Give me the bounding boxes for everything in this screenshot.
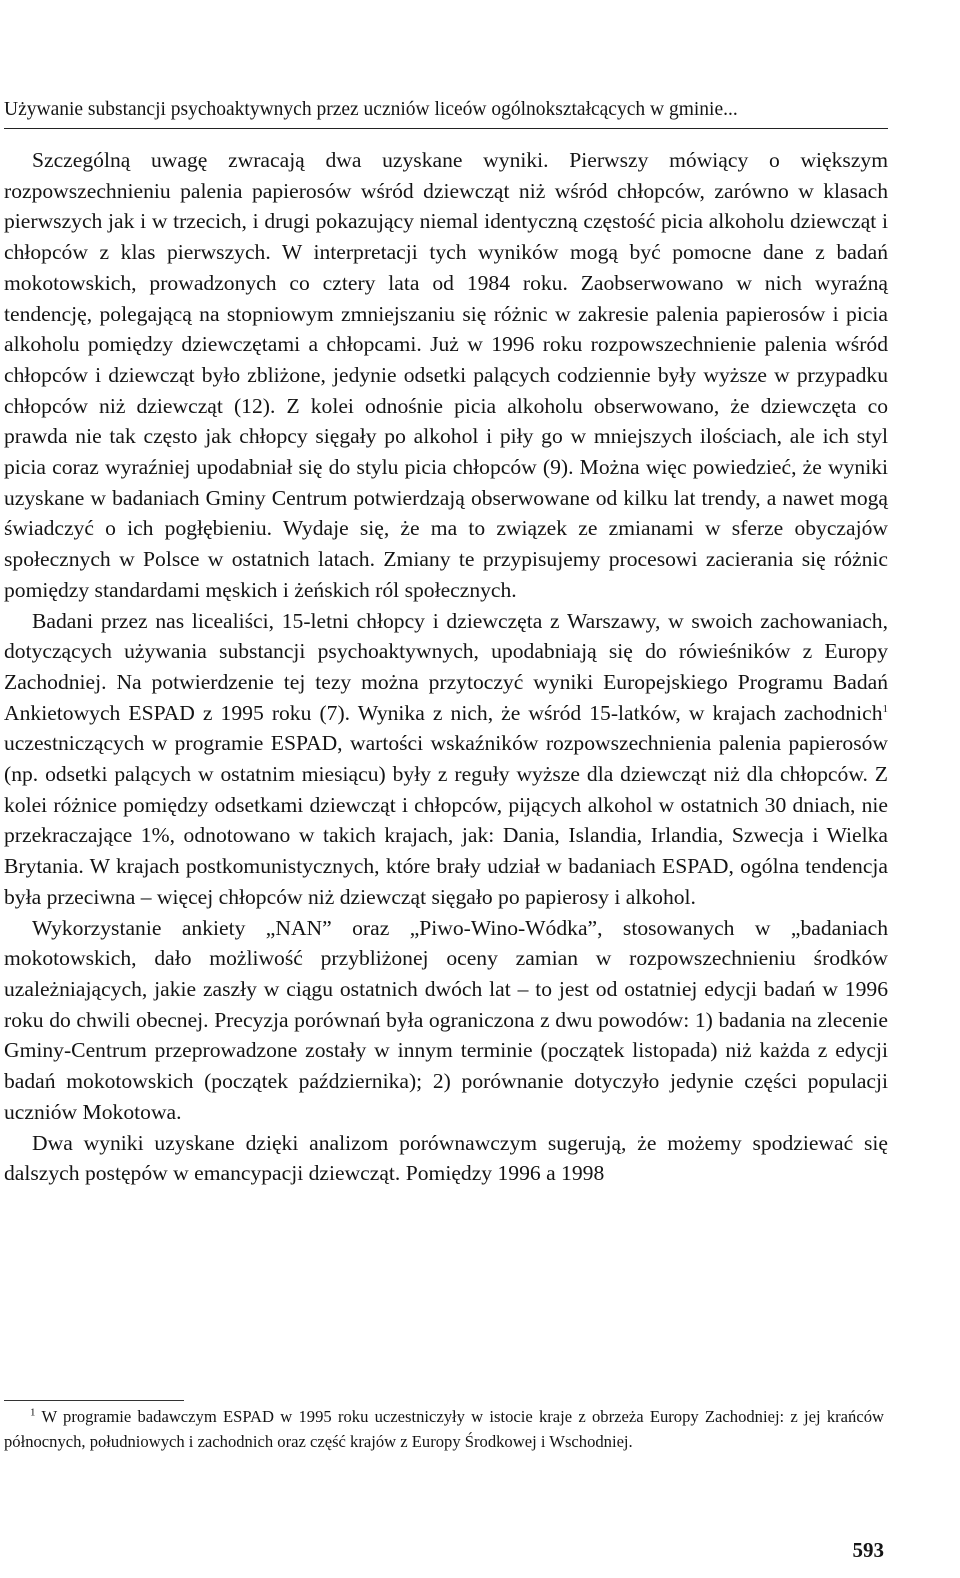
footnote-rule [4,1400,184,1401]
paragraph: Dwa wyniki uzyskane dzięki analizom porównawczym sugerują, że możemy spodziewać się dalszych postępów w emancypacji dziewcząt. Pomiędzy 1996 a 1998 [4,1130,888,1186]
paragraph: Wykorzystanie ankiety „NAN” oraz „Piwo-Wino-Wódka”, stosowanych w „badaniach mokotowskich, dało możliwość przybliżonej oceny zamian w rozpowszechnieniu środków uzależniających, jakie zaszły w ciągu ostatnich dwóch lat – to jest od ostatniej edycji badań w 1996 roku do chwili obecnej. Precyzja porównań była ograniczona z dwu powodów: 1) badania na zlecenie Gminy-Centrum przeprowadzone zostały w innym terminie (początek listopada) niż każda z edycji badań mokotowskich (początek października); 2) porównanie dotyczyło jedynie części populacji uczniów Mokotowa. [4,915,888,1124]
paragraph-text: Badani przez nas licealiści, 15-letni chłopcy i dziewczęta z Warszawy, w swoich zachowaniach, dotyczących używania substancji psychoaktywnych, upodabniają się do rówieśników z Europy Zachodniej. Na potwierdzenie tej tezy można przytoczyć wyniki Europejskiego Programu Badań Ankietowych ESPAD z 1995 roku (7). Wynika z nich, że wśród 15-latków, w krajach zachodnich [4,608,888,725]
footnote-text: W programie badawczym ESPAD w 1995 roku uczestniczyły w istocie kraje z obrzeża Europy Zachodniej: z jej krańców północnych, południowych i zachodnich oraz część krajów z Europy Środkowej i Wschodniej. [4,1407,884,1451]
body-text [4,145,888,1189]
paragraph-text: uczestniczących w programie ESPAD, wartości wskaźników rozpowszechnienia palenia papierosów (np. odsetki palących w ostatnim miesiącu) były z reguły wyższe dla dziewcząt niż dla chłopców. Z kolei różnice pomiędzy odsetkami dziewcząt i chłopców, pijących alkohol w ostatnich 30 dniach, nie przekraczające 1%, odnotowano w takich krajach, jak: Dania, Islandia, Irlandia, Szwecja i Wielka Brytania. W krajach postkomunistycznych, które brały udział w badaniach ESPAD, ogólna tendencja była przeciwna – więcej chłopców niż dziewcząt sięgało po papierosy i alkohol. [4,731,888,909]
footnotes [4,1405,884,1454]
footnote [4,1405,884,1454]
page-number: 593 [852,1538,884,1562]
footnote-reference: 1 [882,702,888,715]
header-rule [4,128,888,129]
footnote-marker: 1 [30,1406,36,1419]
running-header: Używanie substancji psychoaktywnych przez uczniów liceów ogólnokształcących w gminie... [4,99,738,120]
paragraph [4,606,888,913]
paragraph: Szczególną uwagę zwracają dwa uzyskane wyniki. Pierwszy mówiący o większym rozpowszechnieniu palenia papierosów wśród dziewcząt niż wśród chłopców, zarówno w klasach pierwszych jak i w trzecich, i drugi pokazujący niemal identyczną częstość picia alkoholu dziewcząt i chłopców z klas pierwszych. W interpretacji tych wyników mogą być pomocne dane z badań mokotowskich, prowadzonych co cztery lata od 1984 roku. Zaobserwowano w nich wyraźną tendencję, polegającą na stopniowym zmniejszaniu się różnic w zakresie palenia papierosów i picia alkoholu pomiędzy dziewczętami a chłopcami. Już w 1996 roku rozpowszechnienie palenia wśród chłopców i dziewcząt było zbliżone, jedynie odsetki palących codziennie były wyższe w przypadku chłopców niż dziewcząt (12). Z kolei odnośnie picia alkoholu obserwowano, że dziewczęta co prawda nie tak często jak chłopcy sięgały po alkohol i piły go w mniejszych ilościach, ale ich styl picia coraz wyraźniej upodabniał się do stylu picia chłopców (9). Można więc powiedzieć, że wyniki uzyskane w badaniach Gminy Centrum potwierdzają obserwowane od kilku lat trendy, a nawet mogą świadczyć o ich pogłębieniu. Wydaje się, że ma to związek ze zmianami w sferze obyczajów społecznych w Polsce w ostatnich latach. Zmiany te przypisujemy procesowi zacierania się różnic pomiędzy standardami męskich i żeńskich ról społecznych. [4,148,888,602]
